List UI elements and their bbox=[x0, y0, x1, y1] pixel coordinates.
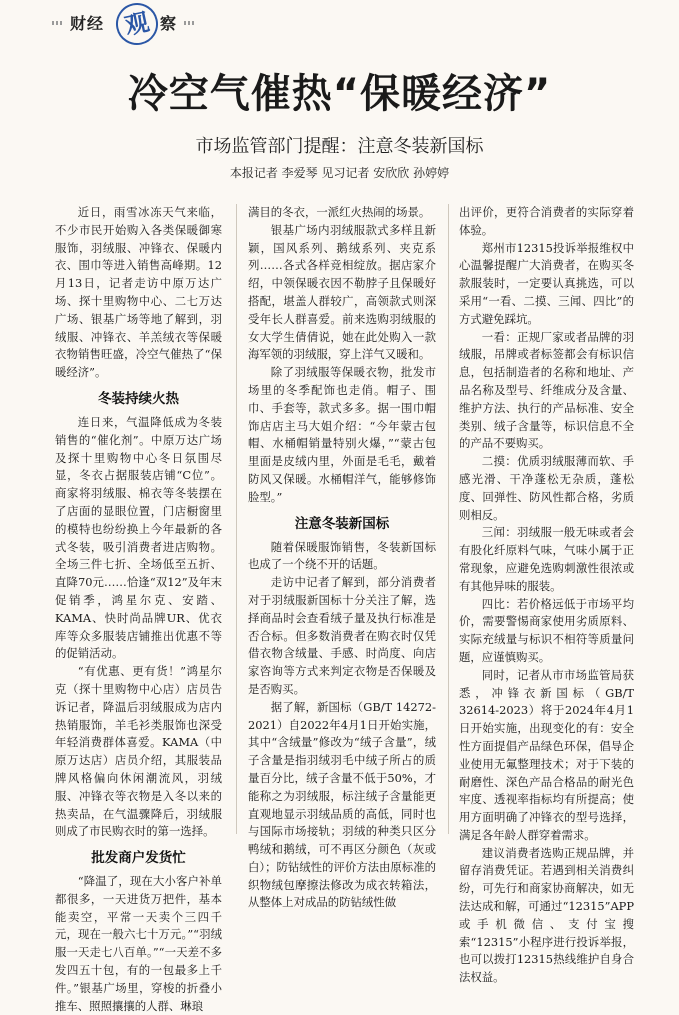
byline: 本报记者 李爱琴 见习记者 安欣欣 孙婷婷 bbox=[229, 166, 450, 180]
paragraph: “有优惠、更有货！”鸿星尔克（探十里购物中心店）店员告诉记者，降温后羽绒服成为店内热销服饰，羊毛衫类服饰也深受年轻消费群体喜爱。KAMA（中原万达店）店员介绍，其服装品牌风格偏向休闲潮流风，羽绒服、冲锋衣等衣物是入冬以来的热卖品，在气温骤降后，羽绒服则成了市民购衣时的第一选择。 bbox=[55, 664, 222, 839]
header-dots-left bbox=[52, 21, 64, 25]
article-column-1 bbox=[55, 204, 222, 1013]
paragraph: 二摸：优质羽绒服薄而软、手感光滑、干净蓬松无杂质，蓬松度、回弹性、防风性都合格，劣质则相反。 bbox=[459, 454, 634, 522]
column-divider bbox=[236, 204, 237, 834]
article-column-2 bbox=[248, 204, 436, 910]
subheadline: 市场监管部门提醒：注意冬装新国标 bbox=[195, 136, 484, 157]
column-divider bbox=[448, 204, 449, 834]
section-heading: 冬装持续火热 bbox=[98, 390, 179, 407]
header-dots-right bbox=[184, 21, 196, 25]
paragraph: 同时，记者从市市场监管局获悉，冲锋衣新国标（GB/T 32614-2023）将于2024年4月1日开始实施，出现变化的有：安全性方面提倡产品绿色环保，倡导企业使用无氟整理技术；对于下装的耐磨性、深色产品合格品的耐光色牢度、透视率指标均有所提高；使用方面明确了冲锋衣的型号选择，满足各年龄人群穿着需求。 bbox=[459, 667, 634, 842]
paragraph: 随着保暖服饰销售，冬装新国标也成了一个绕不开的话题。 bbox=[248, 539, 436, 572]
paragraph: 除了羽绒服等保暖衣物，批发市场里的冬季配饰也走俏。帽子、围巾、手套等，款式多多。据一围巾帽饰店店主马大姐介绍：“今年蒙古包帽、水桶帽销量特别火爆，”“蒙古包里面是皮绒内里，外面是毛毛，戴着防风又保暖。水桶帽洋气，能够修饰脸型。” bbox=[248, 365, 436, 504]
paragraph: 郑州市12315投诉举报维权中心温馨提醒广大消费者，在购买冬款服装时，一定要认真挑选，可以采用“一看、二摸、三闻、四比”的方式避免踩坑。 bbox=[459, 240, 634, 326]
column-header-right-text: 察 bbox=[160, 14, 177, 33]
paragraph: 走访中记者了解到，部分消费者对于羽绒服新国标十分关注了解，选择商品时会查看绒子量及执行标准是否合标。但多数消费者在购衣时仅凭借衣物含绒量、手感、时尚度、向店家咨询等方式来判定衣物是否保暖及是否购买。 bbox=[248, 575, 436, 696]
paragraph: 近日，雨雪冰冻天气来临，不少市民开始购入各类保暖御寒服饰，羽绒服、冲锋衣、保暖内衣、围巾等进入销售高峰期。12月13日，记者走访中原万达广场、探十里购物中心、二七万达广场、银基广场等地了解到，羽绒服、冲锋衣、羊羔绒衣等保暖衣物销售旺盛，冷空气催热了“保暖经济”。 bbox=[55, 205, 222, 380]
section-heading: 注意冬装新国标 bbox=[294, 515, 390, 532]
section-heading: 批发商户发货忙 bbox=[91, 850, 186, 867]
paragraph: 建议消费者选购正规品牌，并留存消费凭证。若遇到相关消费纠纷，可先行和商家协商解决，如无法达成和解，可通过“12315”APP或手机微信、支付宝搜索“12315”小程序进行投诉举报，也可以拨打12315热线维护自身合法权益。 bbox=[459, 845, 634, 985]
column-header-seal: 观 bbox=[112, 0, 162, 49]
paragraph: 三闻：羽绒服一般无味或者会有股化纤原料气味，气味小属于正常现象，应避免选购刺激性很浓或有其他异味的服装。 bbox=[459, 525, 634, 593]
paragraph: 连日来，气温降低成为冬装销售的“催化剂”。中原万达广场及探十里购物中心冬日氛围尽显，冬衣占据服装店铺“C位”。商家将羽绒服、棉衣等冬装摆在了店面的显眼位置，门店橱窗里的模特也纷纷换上今年最新的各式冬装，吸引消费者进店购物。全场三件七折、全场低至五折、直降70元……恰逢“双12”及年末促销季，鸿星尔克、安踏、KAMA、快时尚品牌UR、优衣库等众多服装店铺推出优惠不等的促销活动。 bbox=[55, 414, 222, 661]
headline: 冷空气催热“保暖经济” bbox=[127, 71, 552, 117]
paragraph: 四比：若价格远低于市场平均价，需要警惕商家使用劣质原料、实际充绒量与标识不相符等质量问题，应谨慎购买。 bbox=[459, 596, 634, 664]
paragraph: “降温了，现在大小客户补单都很多，一天进货万把件，基本能卖空，平常一天卖个三四千元，现在一般六七十万元。”“羽绒服一天走七八百单。”“一天差不多发四五十包，有的一包最多上千件。”银基广场里，穿梭的折叠小推车、照照攘攘的人群、琳琅 bbox=[55, 874, 222, 1013]
paragraph: 一看：正规厂家或者品牌的羽绒服，吊牌或者标签都会有标识信息，包括制造者的名称和地址、产品名称及型号、纤维成分及含量、维护方法、执行的产品标准、安全类别、绒子含量等，标识信息不全的产品不要购买。 bbox=[459, 329, 634, 451]
column-header bbox=[52, 3, 242, 43]
article-column-3 bbox=[459, 204, 634, 985]
column-header-left-text: 财经 bbox=[70, 14, 105, 33]
paragraph: 银基广场内羽绒服款式多样且新颖，国风系列、鹅绒系列、夹克系列……各式各样竞相绽放。据店家介绍，中领保暖衣因不勒脖子且保暖好搭配，堪盖人群较广，高领款式则深受年长人群喜爱。前来选购羽绒服的女大学生倩倩说，她在此处购入一款海军领的羽绒服，穿上洋气又暖和。 bbox=[248, 222, 436, 362]
paragraph: 据了解，新国标（GB/T 14272-2021）自2022年4月1日开始实施，其中“含绒量”修改为“绒子含量”，绒子含量是指羽绒羽毛中绒子所占的质量百分比，绒子含量不低于50%，才能称之为羽绒服，标注绒子含量能更直观地显示羽绒品质的高低，同时也与国际市场接轨；羽绒的种类只区分鸭绒和鹅绒，可不再区分颜色（灰或白）；防钻绒性的评价方法由原标准的织物绒包摩擦法修改为成衣转箱法，从整体上对成品的防钻绒性做 bbox=[248, 699, 436, 910]
paragraph: 满目的冬衣，一派红火热闹的场景。 bbox=[248, 205, 431, 219]
paragraph: 出评价，更符合消费者的实际穿着体验。 bbox=[459, 205, 634, 237]
